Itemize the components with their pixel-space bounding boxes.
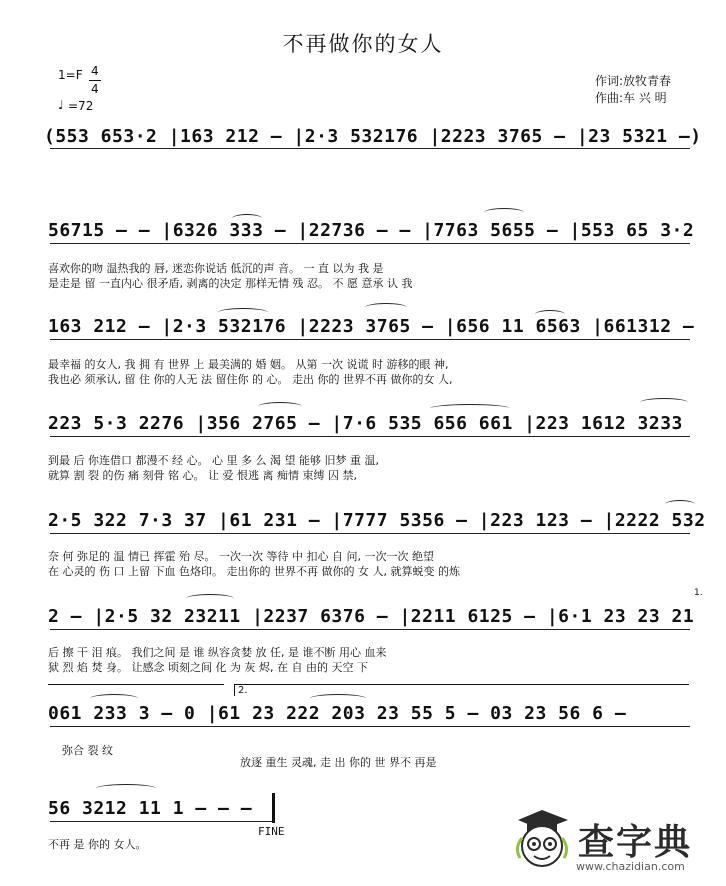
lyric-line-3-verse-1: 最幸福 的女人, 我 拥 有 世界 上 最美满的 婚 姻。 从第 一次 说谎 时 游移的眼 神, — [48, 358, 449, 371]
slur-8a — [96, 784, 156, 793]
notation-line-8: 56 3212 11 1 — — — — [48, 798, 253, 819]
notation-line-4: 223 5·3 2276 |356 2765 — |7·6 535 656 661 |223 1612 3233 — [48, 413, 683, 434]
beam-line-4 — [50, 436, 690, 437]
composer-credit: 作曲:车 兴 明 — [595, 91, 667, 105]
volta-mark-1: 1. — [694, 588, 703, 598]
notation-line-3: 163 212 — |2·3 532176 |2223 3765 — |656 11 6563 |661312 — — [48, 316, 695, 337]
beam-line-3 — [50, 339, 690, 340]
watermark-url: www.chazidian.com — [576, 860, 685, 873]
lyric-line-4-verse-2: 就算 割 裂 的伤 痛 刻骨 铭 心。 让 爱 恨逃 离 痴情 束缚 囚 禁, — [48, 469, 357, 482]
slur-3c — [535, 310, 565, 319]
beam-line-7 — [50, 726, 690, 727]
time-signature-bottom: 4 — [91, 82, 99, 96]
slur-5a — [665, 500, 695, 509]
lyricist-credit: 作词:放牧青春 — [595, 74, 672, 88]
lyric-line-6-verse-2: 狱 烈 焰 焚 身。 让感念 顷刻之间 化 为 灰 烬, 在 自 由的 天空 下 — [48, 661, 368, 674]
time-signature-bar — [89, 80, 101, 81]
beam-line-2 — [50, 243, 690, 244]
lyric-line-7-verse-1: 弥合 裂 纹 — [62, 744, 113, 757]
notation-line-2: 56715 — — |6326 333 — |22736 — — |7763 5655 — |553 65 3·2 — [48, 220, 695, 241]
beam-line-5 — [50, 533, 690, 534]
lyric-line-5-verse-2: 在 心灵的 伤 口 上留 下血 色烙印。 走出你的 世界不再 做你的 女 人, 就算蜕变 的炼 — [48, 565, 460, 578]
watermark-logo — [510, 808, 712, 878]
watermark-site-name: 查字典 — [578, 822, 693, 863]
time-signature-top: 4 — [91, 64, 99, 78]
slur-4c — [640, 398, 688, 407]
lyric-line-3-verse-2: 我也必 须承认, 留 住 你的人无 法 留住你 的 心。 走出 你的 世界不再 做你的女 人, — [48, 373, 453, 386]
second-ending-bracket-tick — [234, 684, 235, 696]
fine-marking: FINE — [258, 825, 285, 838]
lyric-line-8: 不再 是 你的 女人。 — [48, 838, 147, 851]
first-ending-bracket — [48, 684, 224, 685]
lyric-line-7-verse-2: 放逐 重生 灵魂, 走 出 你的 世 界不 再是 — [240, 756, 437, 769]
notation-line-7: 061 233 3 — 0 |61 23 222 203 23 55 5 — 03 23 56 6 — — [48, 703, 627, 724]
slur-6a — [186, 594, 234, 603]
tempo-note-icon: ♩ — [58, 98, 64, 112]
slur-7b — [310, 694, 366, 703]
lyric-line-2-verse-1: 喜欢你的吻 温热我的 唇, 迷恋你说话 低沉的声 音。 一 直 以为 我 是 — [48, 262, 384, 275]
key-signature: 1=F — [58, 68, 83, 82]
slur-2a — [232, 214, 262, 223]
beam-line-8 — [50, 821, 275, 822]
lyric-line-2-verse-2: 是走是 留 一直内心 很矛盾, 剥离的决定 那样无情 残 忍。 不 愿 意承 认 我 — [48, 277, 413, 290]
song-title: 不再做你的女人 — [282, 32, 444, 56]
notation-line-6: 2 — |2·5 32 23211 |2237 6376 — |2211 6125 — |6·1 23 23 21 — [48, 606, 695, 627]
final-barline — [272, 793, 275, 823]
student-avatar-icon — [510, 808, 572, 874]
lyric-line-4-verse-1: 到最 后 你连借口 都漫不 经 心。 心 里 多 么 渴 望 能够 旧梦 重 温, — [48, 454, 379, 467]
notation-line-1: (553 653·2 |163 212 — |2·3 532176 |2223 3765 — |23 5321 —) — [44, 126, 702, 147]
slur-4b — [430, 404, 510, 413]
notation-line-5: 2·5 322 7·3 37 |61 231 — |7777 5356 — |223 123 — |2222 532 — [48, 510, 706, 531]
beam-line-1 — [50, 148, 690, 149]
second-ending-label: 2. — [238, 685, 248, 696]
slur-2b — [484, 208, 524, 217]
slur-3b — [365, 303, 407, 312]
beam-line-6 — [50, 629, 690, 630]
slur-7a — [90, 694, 138, 703]
tempo-marking: =72 — [68, 99, 94, 113]
slur-4a — [258, 402, 302, 411]
second-ending-bracket — [234, 684, 689, 685]
lyric-line-6-verse-1: 后 擦 干 泪 痕。 我们之间 是 谁 纵容贪婪 放 任, 是 谁不断 用心 血来 — [48, 646, 387, 659]
slur-3a — [218, 308, 268, 317]
lyric-line-5-verse-1: 奈 何 弥足的 温 情已 挥霍 殆 尽。 一次一次 等待 中 扣心 自 问, 一次一次 绝望 — [48, 550, 434, 563]
